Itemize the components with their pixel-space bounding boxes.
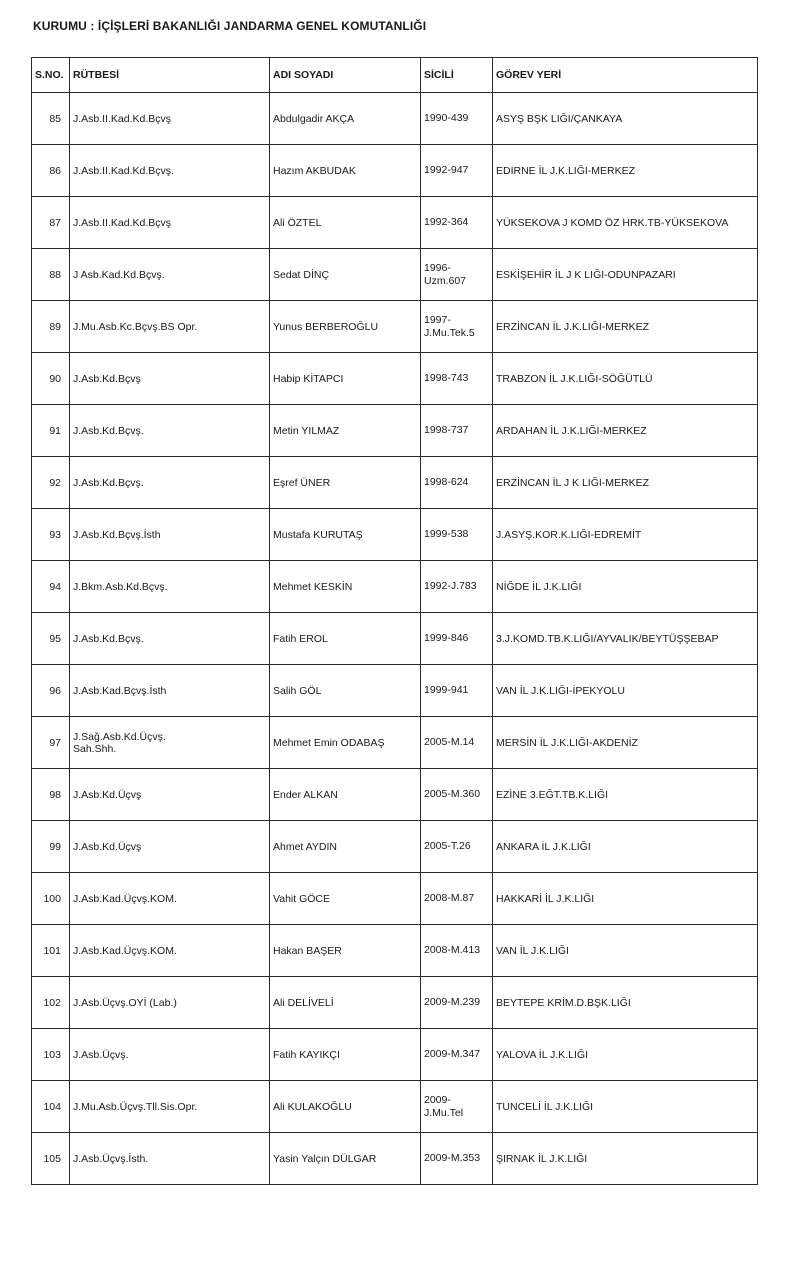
row-sicil: 1998-624 bbox=[421, 457, 493, 509]
row-name: Abdulgadir AKÇA bbox=[270, 93, 421, 145]
row-name: Hakan BAŞER bbox=[270, 925, 421, 977]
row-duty-station: HAKKARİ İL J.K.LIĞI bbox=[493, 873, 758, 925]
table-row bbox=[32, 457, 758, 509]
table-row bbox=[32, 717, 758, 769]
row-sicil: 1996- Uzm.607 bbox=[421, 249, 493, 301]
row-duty-station: ŞIRNAK İL J.K.LIĞI bbox=[493, 1133, 758, 1185]
row-sno: 87 bbox=[32, 197, 70, 249]
row-sicil: 2008-M.87 bbox=[421, 873, 493, 925]
row-rank: J.Asb.Kad.Üçvş.KOM. bbox=[70, 925, 270, 977]
table-row bbox=[32, 405, 758, 457]
row-duty-station: BEYTEPE KRİM.D.BŞK.LIĞI bbox=[493, 977, 758, 1029]
row-sno: 92 bbox=[32, 457, 70, 509]
row-name: Yunus BERBEROĞLU bbox=[270, 301, 421, 353]
row-rank: J.Asb.Üçvş.OYİ (Lab.) bbox=[70, 977, 270, 1029]
table-header-row bbox=[32, 58, 758, 93]
personnel-table bbox=[31, 57, 758, 1185]
row-sicil: 2009-M.353 bbox=[421, 1133, 493, 1185]
row-rank: J.Asb.Üçvş.İsth. bbox=[70, 1133, 270, 1185]
row-sno: 103 bbox=[32, 1029, 70, 1081]
row-name: Mustafa KURUTAŞ bbox=[270, 509, 421, 561]
table-row bbox=[32, 1029, 758, 1081]
row-sno: 90 bbox=[32, 353, 70, 405]
row-name: Mehmet KESKİN bbox=[270, 561, 421, 613]
table-row bbox=[32, 301, 758, 353]
row-sno: 100 bbox=[32, 873, 70, 925]
row-name: Ender ALKAN bbox=[270, 769, 421, 821]
row-sno: 98 bbox=[32, 769, 70, 821]
row-duty-station: TRABZON İL J.K.LIĞI-SÖĞÜTLÜ bbox=[493, 353, 758, 405]
row-duty-station: ERZİNCAN İL J K LIĞI-MERKEZ bbox=[493, 457, 758, 509]
row-rank: J.Asb.II.Kad.Kd.Bçvş. bbox=[70, 145, 270, 197]
row-sicil: 2008-M.413 bbox=[421, 925, 493, 977]
row-sno: 85 bbox=[32, 93, 70, 145]
row-duty-station: ASYŞ BŞK LIĞI/ÇANKAYA bbox=[493, 93, 758, 145]
row-duty-station: TUNCELİ İL J.K.LIĞI bbox=[493, 1081, 758, 1133]
row-sicil: 1999-941 bbox=[421, 665, 493, 717]
row-name: Habip KİTAPCI bbox=[270, 353, 421, 405]
row-sno: 88 bbox=[32, 249, 70, 301]
row-sno: 93 bbox=[32, 509, 70, 561]
row-sicil: 1998-737 bbox=[421, 405, 493, 457]
row-duty-station: ARDAHAN İL J.K.LIĞI-MERKEZ bbox=[493, 405, 758, 457]
row-duty-station: NİĞDE İL J.K.LIĞI bbox=[493, 561, 758, 613]
row-rank: J.Asb.Kd.Bçvş bbox=[70, 353, 270, 405]
table-row bbox=[32, 769, 758, 821]
table-row bbox=[32, 145, 758, 197]
row-rank: J Asb.Kad.Kd.Bçvş. bbox=[70, 249, 270, 301]
row-sno: 97 bbox=[32, 717, 70, 769]
row-sicil: 1990-439 bbox=[421, 93, 493, 145]
row-name: Ali DELİVELİ bbox=[270, 977, 421, 1029]
row-sicil: 1998-743 bbox=[421, 353, 493, 405]
row-sno: 86 bbox=[32, 145, 70, 197]
table-row bbox=[32, 665, 758, 717]
row-duty-station: 3.J.KOMD.TB.K.LIĞI/AYVALIK/BEYTÜŞŞEBAP bbox=[493, 613, 758, 665]
row-name: Ahmet AYDIN bbox=[270, 821, 421, 873]
row-rank: J.Asb.Kd.Bçvş.İsth bbox=[70, 509, 270, 561]
row-name: Mehmet Emin ODABAŞ bbox=[270, 717, 421, 769]
row-rank: J.Asb.Kd.Bçvş. bbox=[70, 613, 270, 665]
row-sno: 96 bbox=[32, 665, 70, 717]
row-sno: 104 bbox=[32, 1081, 70, 1133]
row-sno: 91 bbox=[32, 405, 70, 457]
column-header-sicil: SİCİLİ bbox=[421, 58, 493, 93]
row-rank: J.Asb.II.Kad.Kd.Bçvş bbox=[70, 197, 270, 249]
row-sno: 99 bbox=[32, 821, 70, 873]
row-name: Yasin Yalçın DÜLGAR bbox=[270, 1133, 421, 1185]
column-header-name: ADI SOYADI bbox=[270, 58, 421, 93]
row-rank: J.Asb.II.Kad.Kd.Bçvş bbox=[70, 93, 270, 145]
row-rank: J.Asb.Kd.Üçvş bbox=[70, 821, 270, 873]
row-duty-station: J.ASYŞ.KOR.K.LIĞI-EDREMİT bbox=[493, 509, 758, 561]
row-sno: 94 bbox=[32, 561, 70, 613]
column-header-duty-station: GÖREV YERİ bbox=[493, 58, 758, 93]
table-row bbox=[32, 925, 758, 977]
row-duty-station: ANKARA İL J.K.LIĞI bbox=[493, 821, 758, 873]
row-rank: J.Asb.Kad.Bçvş.İsth bbox=[70, 665, 270, 717]
row-sno: 102 bbox=[32, 977, 70, 1029]
row-sno: 89 bbox=[32, 301, 70, 353]
row-name: Hazım AKBUDAK bbox=[270, 145, 421, 197]
row-rank: J.Asb.Kd.Bçvş. bbox=[70, 405, 270, 457]
row-rank: J.Asb.Kd.Bçvş. bbox=[70, 457, 270, 509]
row-rank: J.Sağ.Asb.Kd.Üçvş. Sah.Shh. bbox=[70, 717, 270, 769]
row-rank: J.Asb.Kd.Üçvş bbox=[70, 769, 270, 821]
row-duty-station: EDIRNE İL J.K.LIĞI-MERKEZ bbox=[493, 145, 758, 197]
row-duty-station: YÜKSEKOVA J KOMD ÖZ HRK.TB-YÜKSEKOVA bbox=[493, 197, 758, 249]
table-row bbox=[32, 353, 758, 405]
row-sno: 101 bbox=[32, 925, 70, 977]
row-duty-station: ESKİŞEHİR İL J K LIĞI-ODUNPAZARI bbox=[493, 249, 758, 301]
table-row bbox=[32, 977, 758, 1029]
row-name: Ali KULAKOĞLU bbox=[270, 1081, 421, 1133]
table-row bbox=[32, 1133, 758, 1185]
row-name: Fatih KAYIKÇI bbox=[270, 1029, 421, 1081]
row-rank: J.Bkm.Asb.Kd.Bçvş. bbox=[70, 561, 270, 613]
column-header-rank: RÜTBESİ bbox=[70, 58, 270, 93]
row-duty-station: MERSİN İL J.K.LIĞI-AKDENİZ bbox=[493, 717, 758, 769]
row-sicil: 1992-J.783 bbox=[421, 561, 493, 613]
row-sicil: 2005-M.360 bbox=[421, 769, 493, 821]
row-sno: 95 bbox=[32, 613, 70, 665]
table-row bbox=[32, 613, 758, 665]
row-duty-station: VAN İL J.K.LIĞI-İPEKYOLU bbox=[493, 665, 758, 717]
table-row bbox=[32, 249, 758, 301]
row-name: Metin YILMAZ bbox=[270, 405, 421, 457]
row-sicil: 1999-538 bbox=[421, 509, 493, 561]
column-header-sno: S.NO. bbox=[32, 58, 70, 93]
table-row bbox=[32, 561, 758, 613]
table-row bbox=[32, 509, 758, 561]
row-sicil: 1992-364 bbox=[421, 197, 493, 249]
row-sicil: 1992-947 bbox=[421, 145, 493, 197]
row-name: Ali ÖZTEL bbox=[270, 197, 421, 249]
row-sicil: 2009-M.347 bbox=[421, 1029, 493, 1081]
row-rank: J.Mu.Asb.Üçvş.Tll.Sis.Opr. bbox=[70, 1081, 270, 1133]
table-row bbox=[32, 1081, 758, 1133]
table-row bbox=[32, 93, 758, 145]
row-duty-station: ERZİNCAN İL J.K.LIĞI-MERKEZ bbox=[493, 301, 758, 353]
row-name: Sedat DİNÇ bbox=[270, 249, 421, 301]
row-sicil: 2005-M.14 bbox=[421, 717, 493, 769]
row-rank: J.Mu.Asb.Kc.Bçvş.BS Opr. bbox=[70, 301, 270, 353]
table-row bbox=[32, 197, 758, 249]
row-name: Fatih EROL bbox=[270, 613, 421, 665]
row-duty-station: EZİNE 3.EĞT.TB.K.LIĞI bbox=[493, 769, 758, 821]
document-title: KURUMU : İÇİŞLERİ BAKANLIĞI JANDARMA GENEL KOMUTANLIĞI bbox=[33, 19, 427, 33]
table-row bbox=[32, 873, 758, 925]
row-name: Salih GÖL bbox=[270, 665, 421, 717]
row-sicil: 1999-846 bbox=[421, 613, 493, 665]
row-sno: 105 bbox=[32, 1133, 70, 1185]
row-sicil: 2009-J.Mu.Tel bbox=[421, 1081, 493, 1133]
row-duty-station: VAN İL J.K.LIĞI bbox=[493, 925, 758, 977]
row-name: Eşref ÜNER bbox=[270, 457, 421, 509]
row-rank: J.Asb.Kad.Üçvş.KOM. bbox=[70, 873, 270, 925]
row-name: Vahit GÖCE bbox=[270, 873, 421, 925]
row-sicil: 2009-M.239 bbox=[421, 977, 493, 1029]
row-rank: J.Asb.Üçvş. bbox=[70, 1029, 270, 1081]
row-sicil: 1997- J.Mu.Tek.5 bbox=[421, 301, 493, 353]
table-row bbox=[32, 821, 758, 873]
row-duty-station: YALOVA İL J.K.LIĞI bbox=[493, 1029, 758, 1081]
row-sicil: 2005-T.26 bbox=[421, 821, 493, 873]
